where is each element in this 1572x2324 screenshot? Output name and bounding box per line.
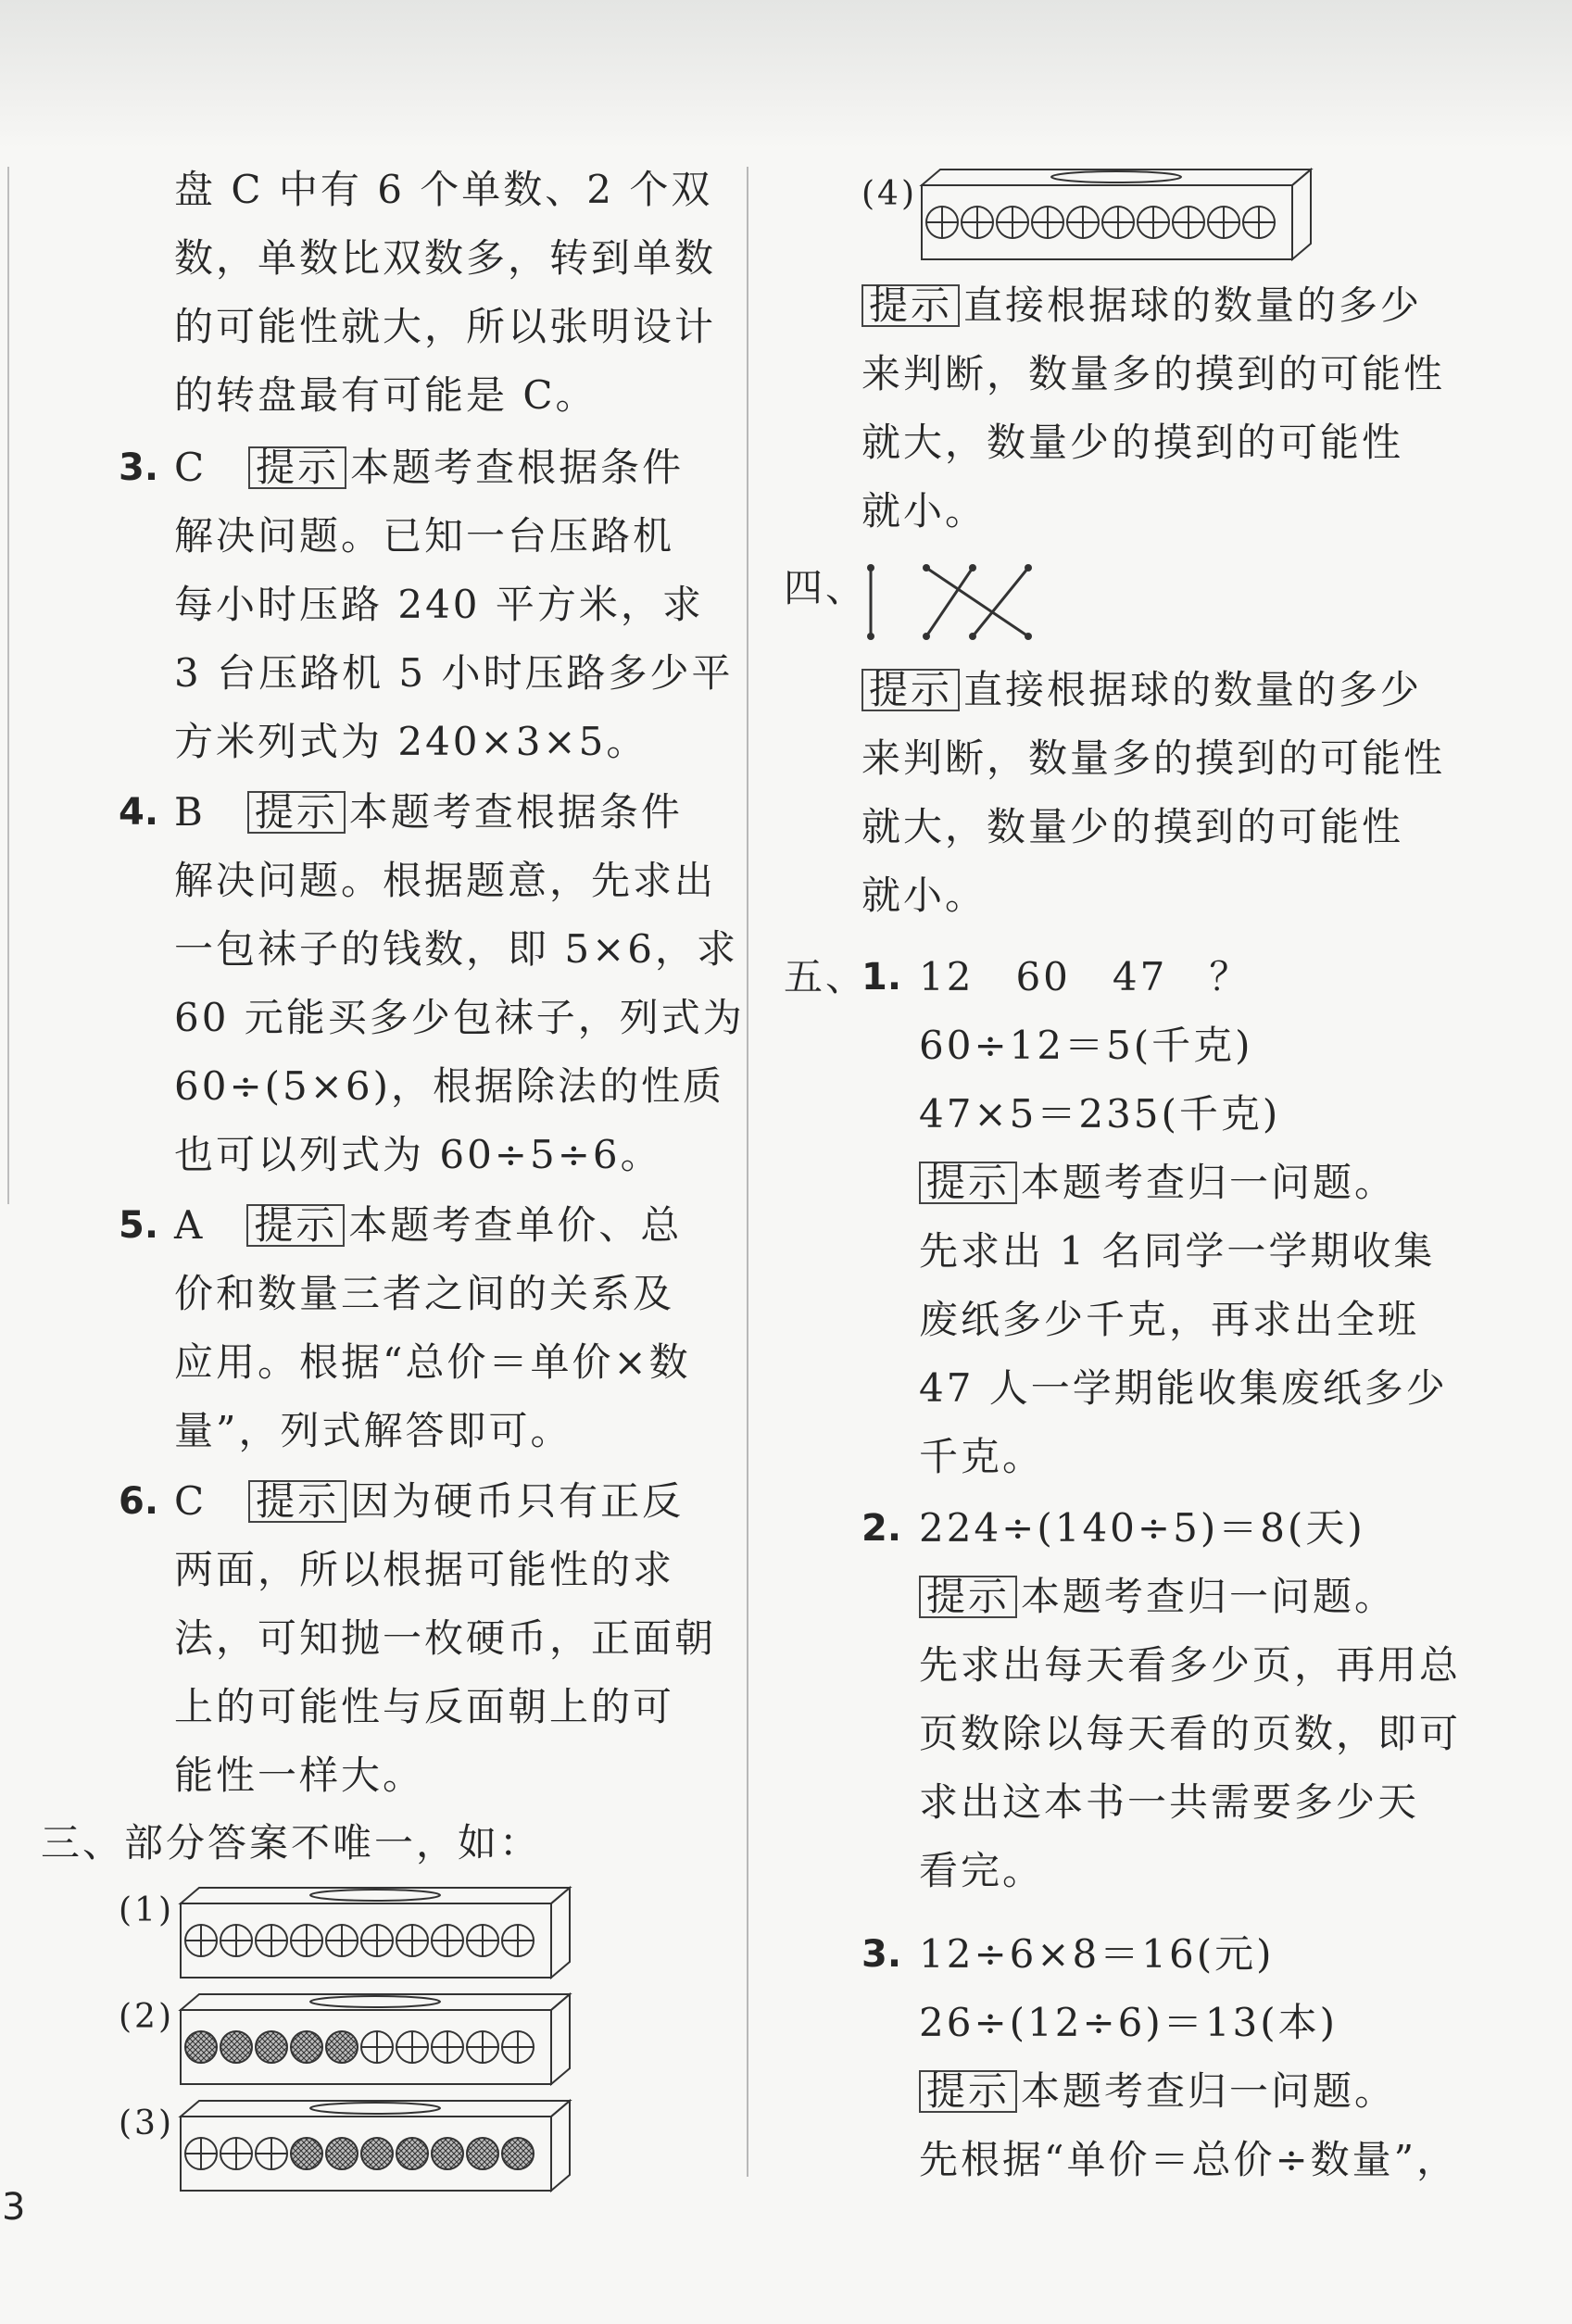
hint-label: 提示 [919, 2070, 1017, 2113]
ball-box-4 [917, 167, 1315, 264]
box-opening [310, 1996, 440, 2007]
item-line: 两面，所以根据可能性的求 [174, 1547, 675, 1592]
hint-text: 本题考查归一问题。 [1021, 1160, 1397, 1205]
box-side [551, 1994, 570, 2084]
item-text: 本题考查单价、总 [348, 1202, 683, 1248]
item-number: 3. [861, 1933, 902, 1976]
item-number: 6. [119, 1480, 159, 1523]
item-line: 方米列式为 240×3×5。 [174, 719, 648, 764]
page-number: 3 [2, 2186, 26, 2229]
hint-line: 页数除以每天看的页数，即可 [919, 1711, 1462, 1756]
ball-hatched [291, 2031, 322, 2063]
ball-hatched [361, 2138, 393, 2169]
section-5-label: 五、 [784, 954, 868, 999]
matching-lines-figure [861, 560, 1047, 644]
hint-line [919, 1574, 1396, 1620]
continuation-line: 盘 C 中有 6 个单数、2 个双 [174, 167, 713, 212]
hint-line: 先求出 1 名同学一学期收集 [919, 1228, 1436, 1274]
item-first-line [174, 445, 684, 491]
hint-line: 看完。 [919, 1848, 1045, 1893]
item-line: 上的可能性与反面朝上的可 [174, 1684, 675, 1729]
ball-hatched [326, 2031, 358, 2063]
hint-label: 提示 [861, 669, 960, 711]
item-line: 也可以列式为 60÷5÷6。 [174, 1132, 662, 1177]
hint-label: 提示 [919, 1162, 1017, 1204]
calc-line: 47×5＝235(千克) [919, 1091, 1281, 1137]
hint-line: 先求出每天看多少页，再用总 [919, 1642, 1462, 1688]
item-line: 能性一样大。 [174, 1752, 425, 1798]
item-text: 因为硬币只有正反 [350, 1478, 685, 1524]
item-line: 量”，列式解答即可。 [174, 1408, 572, 1453]
scan-top-shadow [0, 0, 1572, 148]
box-opening [1051, 171, 1181, 182]
box-label: (3) [119, 2104, 174, 2142]
box-side [1292, 170, 1311, 259]
hint-line: 就大，数量少的摸到的可能性 [861, 420, 1404, 465]
hint-text: 直接根据球的数量的多少 [963, 667, 1423, 712]
hint-label: 提示 [247, 791, 346, 834]
ball-hatched [256, 2031, 287, 2063]
hint-line: 先根据“单价＝总价÷数量”， [919, 2137, 1459, 2182]
ball-hatched [396, 2138, 428, 2169]
q1-values: 12 60 47 ？ [919, 954, 1251, 999]
hint-label: 提示 [248, 1480, 346, 1523]
box-label: (4) [861, 175, 917, 213]
hint-line: 千克。 [919, 1434, 1045, 1479]
hint-text: 本题考查归一问题。 [1021, 2068, 1397, 2114]
ball-hatched [432, 2138, 463, 2169]
box-label: (2) [119, 1998, 174, 2036]
box-opening [310, 1890, 440, 1901]
hint-line [919, 2068, 1396, 2115]
hint-label: 提示 [248, 446, 346, 489]
ball-hatched [467, 2138, 498, 2169]
item-line: 一包袜子的钱数，即 5×6，求 [174, 926, 738, 972]
box-opening [310, 2103, 440, 2114]
item-first-line [174, 789, 683, 835]
column-divider [747, 167, 748, 2177]
item-answer: C [174, 445, 208, 490]
hint-text: 本题考查归一问题。 [1021, 1574, 1397, 1619]
continuation-line: 的转盘最有可能是 C。 [174, 372, 597, 418]
item-line: 3 台压路机 5 小时压路多少平 [174, 650, 734, 696]
item-line: 60÷(5×6)，根据除法的性质 [174, 1063, 725, 1109]
hint-line [919, 1160, 1396, 1206]
ball-hatched [326, 2138, 358, 2169]
item-number: 4. [119, 791, 159, 834]
item-number: 2. [861, 1507, 902, 1550]
hint-line: 就大，数量少的摸到的可能性 [861, 804, 1404, 849]
hint-text: 直接根据球的数量的多少 [963, 283, 1423, 328]
item-answer: A [174, 1202, 206, 1248]
section-4-label: 四、 [784, 565, 868, 610]
page-edge-line [7, 167, 9, 1204]
item-line: 解决问题。根据题意，先求出 [174, 858, 717, 903]
item-number: 1. [861, 956, 902, 999]
item-answer: C [174, 1478, 208, 1524]
calc-line: 26÷(12÷6)＝13(本) [919, 2000, 1338, 2045]
item-number: 5. [119, 1204, 159, 1247]
item-first-line [174, 1478, 684, 1525]
hint-line: 来判断，数量多的摸到的可能性 [861, 735, 1446, 781]
calc-line: 60÷12＝5(千克) [919, 1023, 1253, 1068]
item-line: 解决问题。已知一台压路机 [174, 513, 675, 559]
hint-label: 提示 [919, 1576, 1017, 1618]
hint-line: 来判断，数量多的摸到的可能性 [861, 351, 1446, 396]
continuation-line: 数，单数比双数多，转到单数 [174, 235, 717, 281]
section-3-heading: 三、部分答案不唯一，如： [41, 1820, 542, 1865]
item-line: 每小时压路 240 平方米，求 [174, 582, 704, 627]
hint-label: 提示 [861, 284, 960, 327]
hint-line: 就小。 [861, 873, 987, 918]
item-first-line [174, 1202, 682, 1249]
hint-label: 提示 [246, 1204, 345, 1247]
ball-box-1 [176, 1885, 574, 1982]
item-line: 应用。根据“总价＝单价×数 [174, 1339, 691, 1385]
ball-hatched [502, 2138, 534, 2169]
calc-line: 224÷(140÷5)＝8(天) [919, 1505, 1365, 1551]
box-label: (1) [119, 1891, 174, 1929]
continuation-line: 的可能性就大，所以张明设计 [174, 304, 717, 349]
hint-line: 47 人一学期能收集废纸多少 [919, 1365, 1448, 1411]
item-answer: B [174, 789, 206, 835]
hint-line [861, 283, 1422, 329]
box-side [551, 2101, 570, 2191]
item-line: 价和数量三者之间的关系及 [174, 1271, 675, 1316]
hint-line: 求出这本书一共需要多少天 [919, 1779, 1420, 1825]
ball-box-2 [176, 1991, 574, 2089]
item-line: 法，可知抛一枚硬币，正面朝 [174, 1615, 717, 1661]
item-line: 60 元能买多少包袜子，列式为 [174, 995, 745, 1040]
item-text: 本题考查根据条件 [348, 789, 683, 835]
hint-line: 就小。 [861, 488, 987, 534]
hint-line: 废纸多少千克，再求出全班 [919, 1297, 1420, 1342]
ball-hatched [185, 2031, 217, 2063]
item-text: 本题考查根据条件 [350, 445, 685, 490]
calc-line: 12÷6×8＝16(元) [919, 1931, 1275, 1977]
ball-box-3 [176, 2098, 574, 2195]
ball-hatched [220, 2031, 252, 2063]
hint-line [861, 667, 1422, 713]
box-side [551, 1888, 570, 1978]
item-number: 3. [119, 446, 159, 489]
ball-hatched [291, 2138, 322, 2169]
